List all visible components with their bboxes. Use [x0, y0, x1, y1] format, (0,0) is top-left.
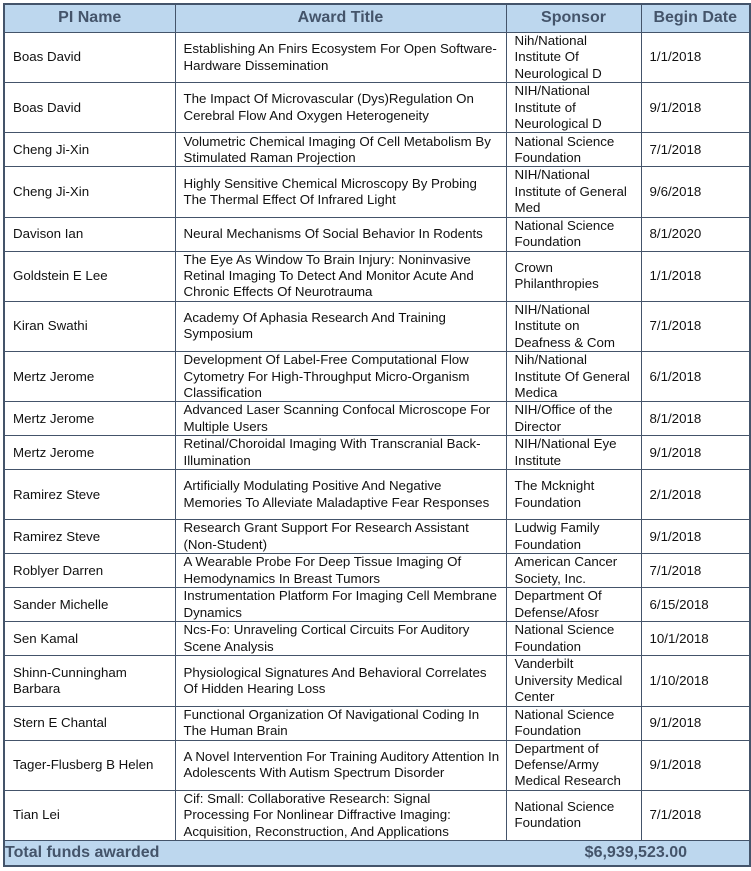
total-value: $6,939,523.00 [506, 840, 750, 866]
pi-name-cell: Tager-Flusberg B Helen [4, 740, 175, 790]
award-title-cell: A Wearable Probe For Deep Tissue Imaging Of Hemodynamics In Breast Tumors [175, 554, 506, 588]
award-title-cell: Development Of Label-Free Computational Flow Cytometry For High-Throughput Micro-Organism Classification [175, 352, 506, 402]
award-title-cell: The Impact Of Microvascular (Dys)Regulation On Cerebral Flow And Oxygen Heterogeneity [175, 83, 506, 133]
sponsor-cell: NIH/National Institute of Neurological D [506, 83, 641, 133]
pi-name-cell: Roblyer Darren [4, 554, 175, 588]
begin-date-cell: 6/15/2018 [641, 588, 750, 622]
sponsor-cell: American Cancer Society, Inc. [506, 554, 641, 588]
table-row [4, 554, 750, 588]
pi-name-cell: Sen Kamal [4, 622, 175, 656]
sponsor-cell: National Science Foundation [506, 133, 641, 167]
begin-date-cell: 9/1/2018 [641, 706, 750, 740]
sponsor-cell: Vanderbilt University Medical Center [506, 656, 641, 706]
begin-date-cell: 9/6/2018 [641, 167, 750, 217]
begin-date-cell: 2/1/2018 [641, 470, 750, 520]
pi-name-cell: Ramirez Steve [4, 470, 175, 520]
table-row [4, 33, 750, 83]
table-row [4, 402, 750, 436]
pi-name-cell: Mertz Jerome [4, 436, 175, 470]
award-title-cell: A Novel Intervention For Training Auditory Attention In Adolescents With Autism Spectrum Disorder [175, 740, 506, 790]
begin-date-cell: 1/10/2018 [641, 656, 750, 706]
begin-date-cell: 1/1/2018 [641, 251, 750, 301]
sponsor-cell: Ludwig Family Foundation [506, 520, 641, 554]
header-row [4, 4, 750, 33]
table-row [4, 301, 750, 351]
award-title-cell: Instrumentation Platform For Imaging Cell Membrane Dynamics [175, 588, 506, 622]
pi-name-cell: Tian Lei [4, 790, 175, 840]
table-row [4, 740, 750, 790]
award-title-cell: Research Grant Support For Research Assistant (Non-Student) [175, 520, 506, 554]
sponsor-cell: National Science Foundation [506, 706, 641, 740]
pi-name-cell: Davison Ian [4, 217, 175, 251]
begin-date-cell: 8/1/2020 [641, 217, 750, 251]
table-row [4, 167, 750, 217]
award-title-cell: Advanced Laser Scanning Confocal Microscope For Multiple Users [175, 402, 506, 436]
begin-date-cell: 7/1/2018 [641, 133, 750, 167]
table-row [4, 251, 750, 301]
award-title-cell: Retinal/Choroidal Imaging With Transcranial Back-Illumination [175, 436, 506, 470]
sponsor-cell: Department of Defense/Army Medical Research [506, 740, 641, 790]
begin-date-cell: 7/1/2018 [641, 790, 750, 840]
header-sponsor: Sponsor [506, 4, 641, 33]
pi-name-cell: Mertz Jerome [4, 402, 175, 436]
begin-date-cell: 10/1/2018 [641, 622, 750, 656]
pi-name-cell: Cheng Ji-Xin [4, 133, 175, 167]
pi-name-cell: Goldstein E Lee [4, 251, 175, 301]
header-award-title: Award Title [175, 4, 506, 33]
table-row [4, 588, 750, 622]
table-row [4, 133, 750, 167]
sponsor-cell: Crown Philanthropies [506, 251, 641, 301]
pi-name-cell: Stern E Chantal [4, 706, 175, 740]
pi-name-cell: Ramirez Steve [4, 520, 175, 554]
pi-name-cell: Sander Michelle [4, 588, 175, 622]
award-title-cell: The Eye As Window To Brain Injury: Noninvasive Retinal Imaging To Detect And Monitor Acute And Chronic Effects Of Neurotrauma [175, 251, 506, 301]
sponsor-cell: National Science Foundation [506, 790, 641, 840]
table-row [4, 83, 750, 133]
table-body [4, 33, 750, 841]
award-title-cell: Physiological Signatures And Behavioral Correlates Of Hidden Hearing Loss [175, 656, 506, 706]
begin-date-cell: 7/1/2018 [641, 301, 750, 351]
total-row [4, 840, 750, 866]
sponsor-cell: The Mcknight Foundation [506, 470, 641, 520]
award-title-cell: Ncs-Fo: Unraveling Cortical Circuits For Auditory Scene Analysis [175, 622, 506, 656]
award-title-cell: Volumetric Chemical Imaging Of Cell Metabolism By Stimulated Raman Projection [175, 133, 506, 167]
sponsor-cell: NIH/Office of the Director [506, 402, 641, 436]
begin-date-cell: 6/1/2018 [641, 352, 750, 402]
total-label: Total funds awarded [4, 840, 506, 866]
sponsor-cell: NIH/National Institute of General Med [506, 167, 641, 217]
table-row [4, 436, 750, 470]
begin-date-cell: 8/1/2018 [641, 402, 750, 436]
table-row [4, 470, 750, 520]
award-title-cell: Highly Sensitive Chemical Microscopy By Probing The Thermal Effect Of Infrared Light [175, 167, 506, 217]
begin-date-cell: 9/1/2018 [641, 520, 750, 554]
header-pi-name: PI Name [4, 4, 175, 33]
table-row [4, 706, 750, 740]
begin-date-cell: 7/1/2018 [641, 554, 750, 588]
pi-name-cell: Kiran Swathi [4, 301, 175, 351]
sponsor-cell: Department Of Defense/Afosr [506, 588, 641, 622]
award-title-cell: Establishing An Fnirs Ecosystem For Open Software-Hardware Dissemination [175, 33, 506, 83]
sponsor-cell: Nih/National Institute Of Neurological D [506, 33, 641, 83]
pi-name-cell: Mertz Jerome [4, 352, 175, 402]
pi-name-cell: Boas David [4, 83, 175, 133]
begin-date-cell: 9/1/2018 [641, 740, 750, 790]
table-row [4, 622, 750, 656]
sponsor-cell: Nih/National Institute Of General Medica [506, 352, 641, 402]
sponsor-cell: NIH/National Eye Institute [506, 436, 641, 470]
award-title-cell: Artificially Modulating Positive And Negative Memories To Alleviate Maladaptive Fear Responses [175, 470, 506, 520]
awards-table [3, 3, 751, 867]
table-row [4, 352, 750, 402]
begin-date-cell: 9/1/2018 [641, 83, 750, 133]
pi-name-cell: Boas David [4, 33, 175, 83]
sponsor-cell: National Science Foundation [506, 217, 641, 251]
pi-name-cell: Shinn-Cunningham Barbara [4, 656, 175, 706]
table-row [4, 656, 750, 706]
award-title-cell: Neural Mechanisms Of Social Behavior In Rodents [175, 217, 506, 251]
begin-date-cell: 9/1/2018 [641, 436, 750, 470]
table-row [4, 217, 750, 251]
award-title-cell: Cif: Small: Collaborative Research: Signal Processing For Nonlinear Diffractive Imaging: Acquisition, Reconstruction, And Applications [175, 790, 506, 840]
award-title-cell: Functional Organization Of Navigational Coding In The Human Brain [175, 706, 506, 740]
header-begin-date: Begin Date [641, 4, 750, 33]
table-row [4, 790, 750, 840]
pi-name-cell: Cheng Ji-Xin [4, 167, 175, 217]
table-row [4, 520, 750, 554]
award-title-cell: Academy Of Aphasia Research And Training Symposium [175, 301, 506, 351]
sponsor-cell: National Science Foundation [506, 622, 641, 656]
sponsor-cell: NIH/National Institute on Deafness & Com [506, 301, 641, 351]
begin-date-cell: 1/1/2018 [641, 33, 750, 83]
